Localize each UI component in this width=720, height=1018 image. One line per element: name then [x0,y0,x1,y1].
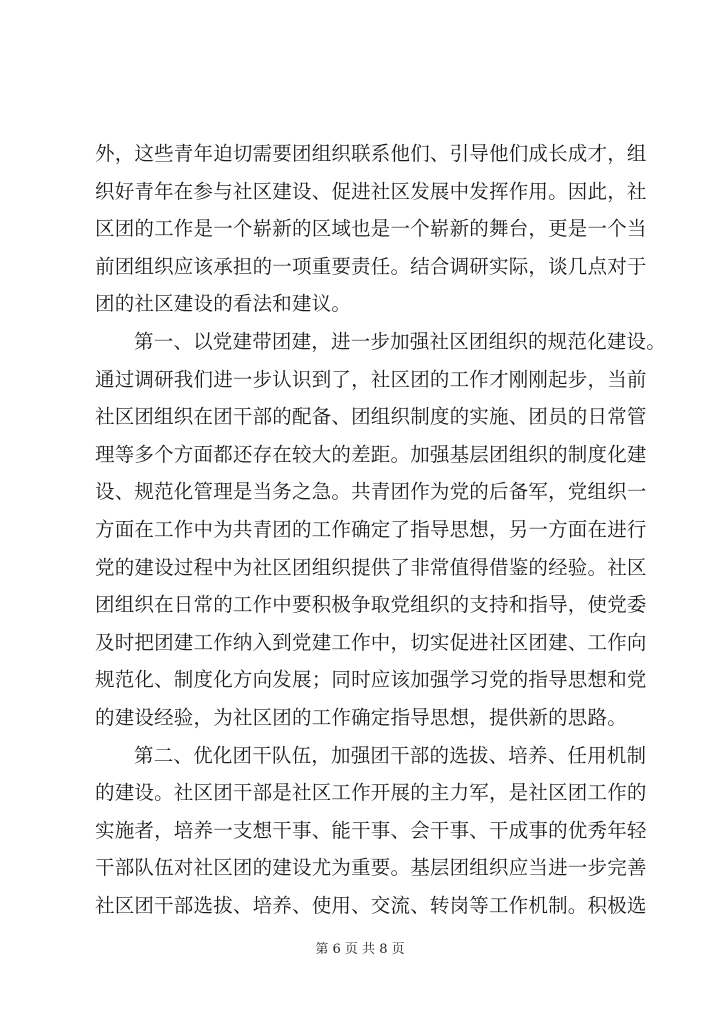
text-line: 外，这些青年迫切需要团组织联系他们、引导他们成长成才，组 [95,142,647,165]
text-line: 通过调研我们进一步认识到了，社区团的工作才刚刚起步，当前 [95,367,647,391]
text-line: 前团组织应该承担的一项重要责任。结合调研实际，谈几点对于 [95,254,647,278]
text-line: 织好青年在参与社区建设、促进社区发展中发挥作用。因此，社 [95,179,647,203]
text-line: 的建设经验，为社区团的工作确定指导思想，提供新的思路。 [95,705,627,729]
text-line: 方面在工作中为共青团的工作确定了指导思想，另一方面在进行 [95,517,647,541]
text-line: 实施者，培养一支想干事、能干事、会干事、干成事的优秀年轻 [95,818,647,842]
text-line: 团组织在日常的工作中要积极争取党组织的支持和指导，使党委 [95,593,647,617]
text-line: 党的建设过程中为社区团组织提供了非常值得借鉴的经验。社区 [95,555,647,579]
page-number-footer: 第 6 页 共 8 页 [315,942,405,957]
text-line: 区团的工作是一个崭新的区域也是一个崭新的舞台，更是一个当 [95,217,647,241]
text-line: 理等多个方面都还存在较大的差距。加强基层团组织的制度化建 [95,442,647,466]
text-line: 社区团组织在团干部的配备、团组织制度的实施、团员的日常管 [95,405,647,429]
body-text [95,135,666,924]
text-line: 设、规范化管理是当务之急。共青团作为党的后备军，党组织一 [95,480,647,504]
text-line: 的建设。社区团干部是社区工作开展的主力军，是社区团工作的 [95,781,647,805]
text-line: 干部队伍对社区团的建设尤为重要。基层团组织应当进一步完善 [95,856,647,880]
text-line: 团的社区建设的看法和建议。 [95,292,352,316]
text-line: 及时把团建工作纳入到党建工作中，切实促进社区团建、工作向 [95,630,647,654]
paragraph-heading-2: 第二、优化团干队伍，加强团干部的选拔、培养、任用机制 [134,743,647,767]
text-line: 规范化、制度化方向发展；同时应该加强学习党的指导思想和党 [95,668,647,692]
text-line: 社区团干部选拔、培养、使用、交流、转岗等工作机制。积极选 [95,893,647,917]
paragraph-heading-1: 第一、以党建带团建，进一步加强社区团组织的规范化建设。 [134,329,666,353]
